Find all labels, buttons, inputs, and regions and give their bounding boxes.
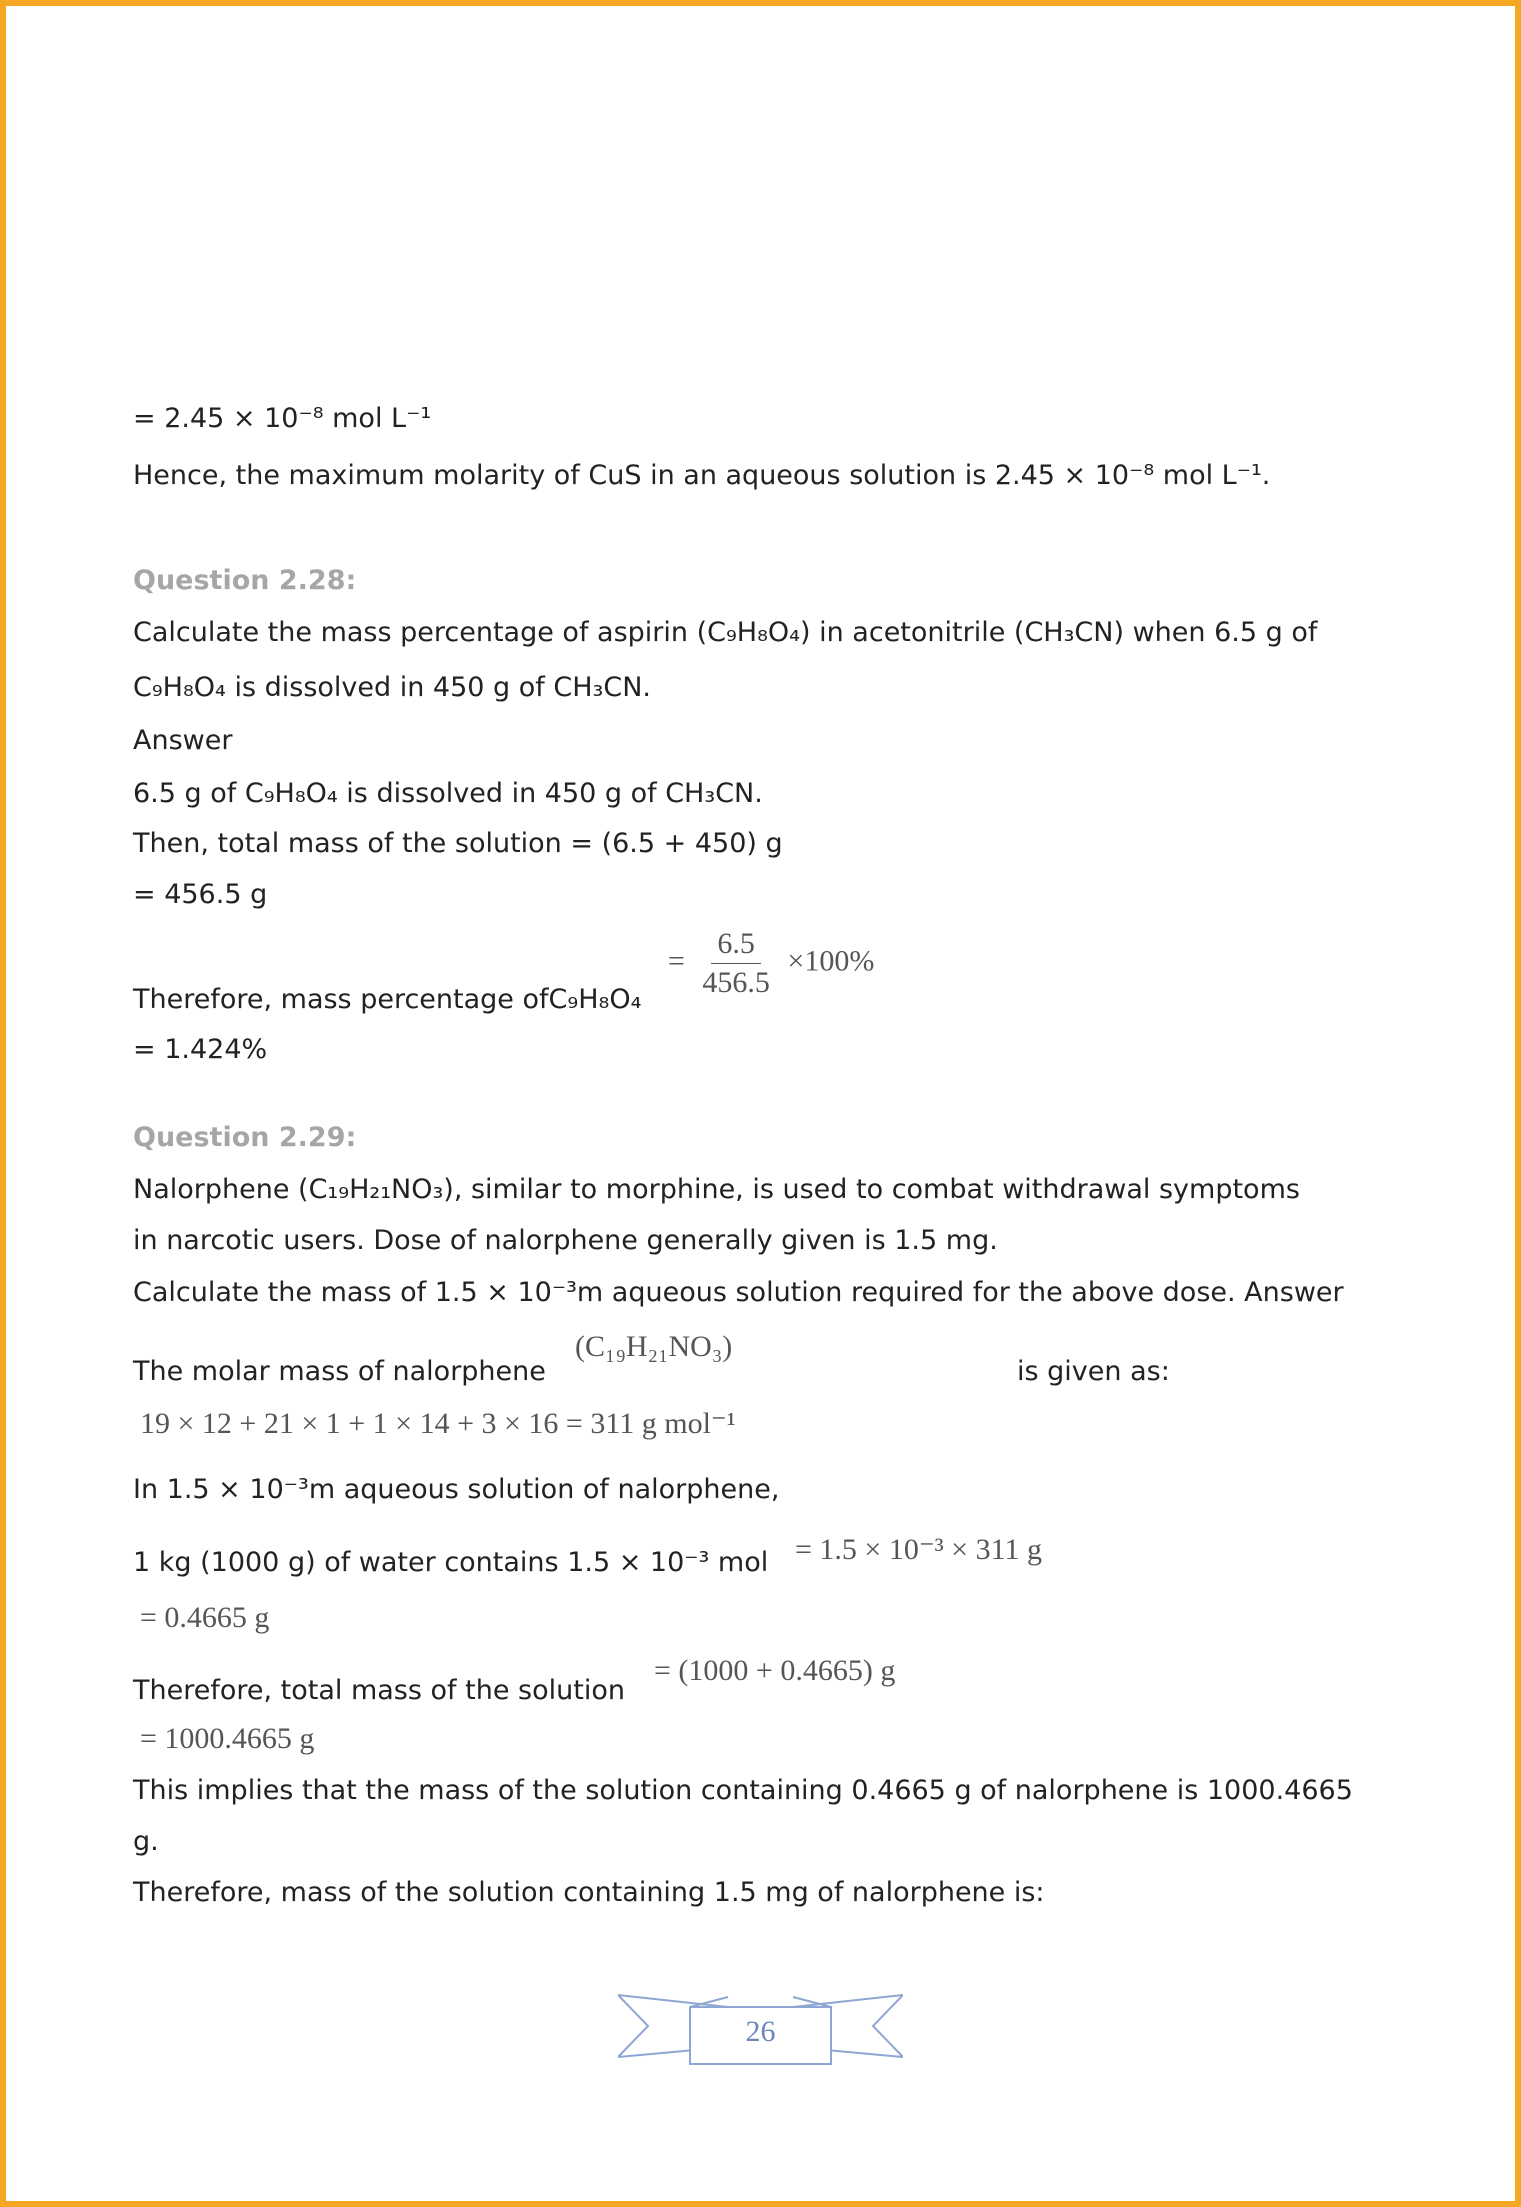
answer-label: Answer <box>133 725 233 756</box>
answer-line: = 456.5 g <box>133 879 268 910</box>
page-number: 26 <box>745 2015 776 2048</box>
mass-equation: = 0.4665 g <box>140 1601 270 1634</box>
conclusion-line: Hence, the maximum molarity of CuS in an aqueous solution is 2.45 × 10⁻⁸ mol L⁻¹. <box>133 460 1271 491</box>
answer-line: This implies that the mass of the solution containing 0.4665 g of nalorphene is 1000.4665 <box>133 1775 1353 1806</box>
result-line: = 2.45 × 10⁻⁸ mol L⁻¹ <box>133 403 432 434</box>
page-number-ribbon <box>618 1985 903 2070</box>
fraction-denominator: 456.5 <box>702 966 770 999</box>
answer-line: Then, total mass of the solution = (6.5 + 450) g <box>133 828 783 859</box>
question-text-line: Calculate the mass percentage of aspirin (C₉H₈O₄) in acetonitrile (CH₃CN) when 6.5 g of <box>133 617 1318 648</box>
molar-mass-equation: 19 × 12 + 21 × 1 + 1 × 14 + 3 × 16 = 311 g mol⁻¹ <box>140 1407 736 1440</box>
answer-line: In 1.5 × 10⁻³m aqueous solution of nalorphene, <box>133 1474 780 1505</box>
fraction-suffix: ×100% <box>787 944 875 978</box>
answer-line: 1 kg (1000 g) of water contains 1.5 × 10⁻³ mol <box>133 1547 769 1578</box>
answer-line: Therefore, mass percentage ofC₉H₈O₄ <box>133 984 642 1015</box>
moles-equation: = 1.5 × 10⁻³ × 311 g <box>795 1533 1042 1566</box>
formula-equation: (C₁₉H₂₁NO₃) <box>575 1330 733 1363</box>
fraction-prefix: = <box>668 944 685 978</box>
answer-line: g. <box>133 1826 159 1857</box>
question-text-line: in narcotic users. Dose of nalorphene generally given is 1.5 mg. <box>133 1225 998 1256</box>
fraction <box>696 925 776 1002</box>
total-equation: = (1000 + 0.4665) g <box>654 1654 896 1687</box>
answer-line: Therefore, mass of the solution containing 1.5 mg of nalorphene is: <box>133 1877 1045 1908</box>
question-text-line: Nalorphene (C₁₉H₂₁NO₃), similar to morphine, is used to combat withdrawal symptoms <box>133 1174 1300 1205</box>
question-heading-2-28: Question 2.28: <box>133 565 357 596</box>
fraction-numerator: 6.5 <box>711 925 761 964</box>
question-heading-2-29: Question 2.29: <box>133 1122 357 1153</box>
answer-line: Therefore, total mass of the solution <box>133 1675 625 1706</box>
answer-line: The molar mass of nalorphene <box>133 1356 546 1387</box>
answer-line: = 1.424% <box>133 1034 268 1065</box>
total-result-equation: = 1000.4665 g <box>140 1722 315 1755</box>
answer-line: 6.5 g of C₉H₈O₄ is dissolved in 450 g of CH₃CN. <box>133 778 763 809</box>
question-text-line: C₉H₈O₄ is dissolved in 450 g of CH₃CN. <box>133 672 651 703</box>
answer-line: is given as: <box>1017 1356 1170 1387</box>
question-text-line: Calculate the mass of 1.5 × 10⁻³m aqueous solution required for the above dose. Answer <box>133 1277 1344 1308</box>
fraction-equation <box>668 925 874 1002</box>
